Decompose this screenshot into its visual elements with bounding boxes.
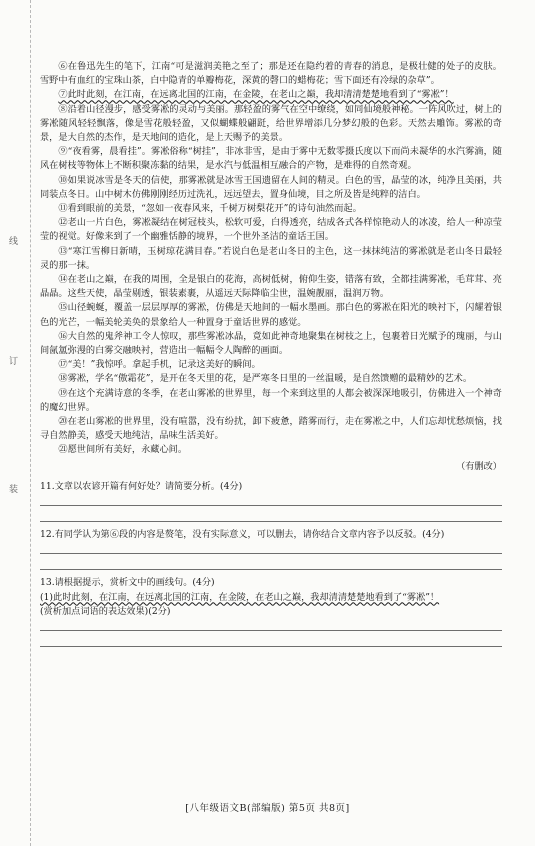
paragraph-9: ⑨“夜看雾，晨看挂”。雾凇俗称“树挂”，非冰非雪，是由于雾中无数零摄氏度以下而尚未凝华的水汽雾滴，随风在树枝等物体上不断积聚冻黏的结果，是水汽与低温相互融合的产物，是难得的自然奇观。 xyxy=(40,146,502,172)
paragraph-12: ⑫老山一片白色，雾凇凝结在树冠枝头，松软可爱，白得透亮，结成各式各样惊艳动人的冰凌，给人一种凉莹莹的视觉。好像来到了一个幽雅恬静的境界，一个世外圣洁的童话王国。 xyxy=(40,217,502,243)
answer-line[interactable] xyxy=(40,635,502,647)
paragraph-17: ⑰“美！”我惊呼。拿起手机，记录这美好的瞬间。 xyxy=(58,359,261,371)
binding-margin xyxy=(0,0,31,846)
binding-mark: 线 xyxy=(7,236,17,245)
answer-line[interactable] xyxy=(40,510,502,522)
paragraph-7 xyxy=(40,88,502,102)
paragraph-13: ⑬“寒江雪柳日新晴，玉树琼花满目春。”若说白色是老山冬日的主色，这一抹抹纯洁的雾凇就是老山冬日最轻灵的那一抹。 xyxy=(40,245,502,271)
question-13-sub-1 xyxy=(40,591,502,605)
paragraph-11: ⑪看到眼前的美景，“忽如一夜春风来，千树万树梨花开”的诗句油然而起。 xyxy=(58,203,362,215)
paragraph-10: ⑩如果说冰雪是冬天的信使，那雾凇就是冰雪王国遗留在人间的精灵。白色的雪，晶莹的冰，纯净且美丽，共同装点冬日。山中树木仿佛刚刚经历过洗礼，远远望去，置身仙境，目之所及皆是纯粹的洁白。 xyxy=(40,174,502,200)
paragraph-16: ⑯大自然的鬼斧神工令人惊叹，那些雾凇冰晶，竟如此神奇地聚集在树枝之上，包裹着日光赋予的瑰丽，与山间氤氲弥漫的白雾交融映衬，营造出一幅幅令人陶醉的画面。 xyxy=(40,330,502,357)
answer-line[interactable] xyxy=(40,558,502,570)
paragraph-21: ㉑愿世间所有美好，永藏心间。 xyxy=(58,444,188,456)
answer-line[interactable] xyxy=(40,542,502,554)
underlined-sentence: ⑦此时此刻，在江南，在远离北国的江南，在金陵，在老山之巅，我却清清楚楚地看到了“雾凇”！ xyxy=(58,89,454,101)
paragraph-19: ⑲在这个充满诗意的冬季，在老山雾凇的世界里，每一个来到这里的人都会被深深地吸引，仿佛进入一个神奇的魔幻世界。 xyxy=(40,387,502,413)
paragraph-14: ⑭在老山之巅，在我的周围，全是银白的花海，高树低树，俯仰生姿，错落有致，全都挂满雾凇，毛茸茸、亮晶晶。这些天使，晶莹剔透，银装素裹，从遥远天际降临尘世，温婉靓丽，温润万物。 xyxy=(40,274,502,300)
binding-mark: 装 xyxy=(7,484,17,493)
paragraph-8: ⑧沿着山径漫步，感受雾凇的灵动与美丽。那轻盈的雾气在空中缭绕，如同仙境般神秘。一阵风吹过，树上的雾凇随风轻轻飘落，像是雪花般轻盈，又似蝴蝶般翩跹，给世界增添几分梦幻般的色彩。天然去雕饰。雾凇的奇景，是大自然的杰作，是天地间的造化，是上天赐予的美景。 xyxy=(40,103,502,144)
page-footer: [八年级语文B(部编版) 第5页 共8页] xyxy=(185,803,350,814)
reading-passage xyxy=(40,60,502,651)
question-13: 13.请根据提示，赏析文中的画线句。(4分) xyxy=(40,577,215,589)
question-11: 11.文章以农谚开篇有何好处？请简要分析。(4分) xyxy=(40,480,243,492)
source-note: （有删改） xyxy=(456,460,502,472)
question-12: 12.有同学认为第⑥段的内容是赘笔，没有实际意义，可以删去，请你结合文章内容予以反驳。(4分) xyxy=(40,529,445,541)
paragraph-6: ⑥在鲁迅先生的笔下，江南“可是滋润美艳之至了；那是还在隐约着的青春的消息，是极壮健的处子的皮肤。雪野中有血红的宝珠山茶，白中隐青的单瓣梅花，深黄的磬口的蜡梅花；雪下面还有冷绿的杂草”。 xyxy=(40,61,502,87)
answer-line[interactable] xyxy=(40,619,502,631)
question-13-sub-1-hint: (赏析加点词语的表达效果)(2分) xyxy=(40,605,171,617)
underlined-sentence: (1)此时此刻，在江南，在远离北国的江南，在金陵，在老山之巅，我却清清楚楚地看到了“雾凇”！ xyxy=(40,591,440,603)
binding-mark: 订 xyxy=(7,356,17,365)
paragraph-18: ⑱雾凇，学名“傲霜花”，是开在冬天里的花，是严寒冬日里的一丝温暖，是自然馈赠的最精妙的艺术。 xyxy=(58,373,473,385)
paragraph-20: ⑳在老山雾凇的世界里，没有喧嚣，没有纷扰，卸下疲惫，踏雾而行，走在雾凇之中，人们忘却忧愁烦恼，找寻自然静美，感受天地纯洁，品味生活美好。 xyxy=(40,416,502,442)
answer-line[interactable] xyxy=(40,494,502,506)
paragraph-15: ⑮山径蜿蜒，覆盖一层层厚厚的雾凇，仿佛是天地间的一幅水墨画。那白色的雾凇在阳光的映衬下，闪耀着银色的光芒，一幅美轮美奂的景象给人一种置身于童话世界的感觉。 xyxy=(40,302,502,328)
